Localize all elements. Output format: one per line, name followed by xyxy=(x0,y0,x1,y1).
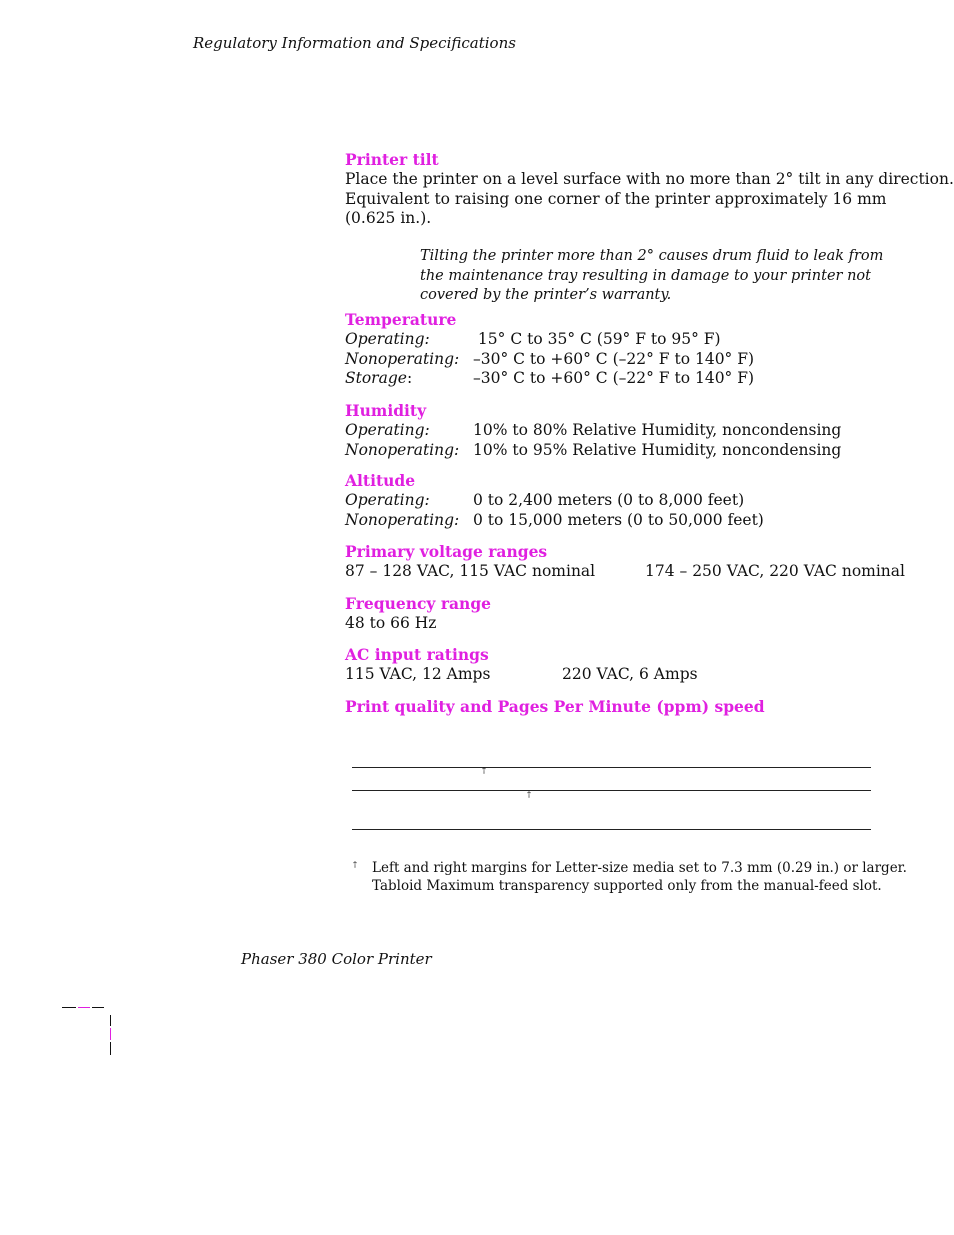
voltage-220: 174 – 250 VAC, 220 VAC nominal xyxy=(645,562,905,580)
footnote-dagger: † xyxy=(353,860,357,869)
crop-mark-vertical-top xyxy=(110,1015,111,1026)
section-print-quality xyxy=(345,697,765,717)
voltage-115: 87 – 128 VAC, 115 VAC nominal xyxy=(345,562,596,580)
row-value: 0 to 2,400 meters (0 to 8,000 feet) xyxy=(473,491,745,509)
printer-tilt-line-1: Place the printer on a level surface with no more than 2° tilt in any direction. xyxy=(345,170,954,188)
printer-tilt-line-3: (0.625 in.). xyxy=(345,209,432,228)
section-altitude xyxy=(345,471,885,530)
voltage-row xyxy=(345,562,905,582)
caution-line-2: the maintenance tray resulting in damage to your printer not xyxy=(420,267,871,284)
running-footer: Phaser 380 Color Printer xyxy=(241,950,432,968)
temperature-row-operating xyxy=(345,330,885,350)
crop-mark-right xyxy=(92,1007,104,1008)
humidity-row-operating xyxy=(345,421,885,441)
footnote xyxy=(372,859,907,895)
temperature-row-storage xyxy=(345,369,885,389)
footnote-line-1: Left and right margins for Letter-size media set to 7.3 mm (0.29 in.) or larger. xyxy=(372,860,907,876)
row-label: Nonoperating: xyxy=(345,510,460,529)
temperature-heading: Temperature xyxy=(345,310,457,329)
row-value: –30° C to +60° C (–22° F to 140° F) xyxy=(473,369,755,388)
ac-input-heading: AC input ratings xyxy=(345,645,489,664)
storage-label-colon: : xyxy=(406,369,413,388)
row-label xyxy=(345,369,412,389)
table-rule-top xyxy=(352,767,871,768)
ac-input-220: 220 VAC, 6 Amps xyxy=(562,665,698,683)
humidity-heading: Humidity xyxy=(345,401,427,420)
row-label: Operating: xyxy=(345,421,430,439)
caution-line-3: covered by the printer’s warranty. xyxy=(420,287,672,304)
voltage-heading: Primary voltage ranges xyxy=(345,542,548,561)
altitude-row-operating xyxy=(345,491,885,511)
crop-mark-vertical-accent xyxy=(110,1028,111,1040)
printer-tilt-heading: Printer tilt xyxy=(345,150,439,169)
running-header: Regulatory Information and Specifications xyxy=(193,34,516,52)
row-label: Operating: xyxy=(345,491,430,509)
section-primary-voltage xyxy=(345,542,905,582)
row-value: 15° C to 35° C (59° F to 95° F) xyxy=(473,330,721,348)
frequency-heading: Frequency range xyxy=(345,594,492,613)
altitude-heading: Altitude xyxy=(345,471,416,490)
section-temperature xyxy=(345,310,885,389)
table-rule-middle xyxy=(352,790,871,791)
dagger-mark-1: † xyxy=(482,766,486,775)
tilt-caution-note xyxy=(420,247,883,306)
print-quality-heading: Print quality and Pages Per Minute (ppm) speed xyxy=(345,697,765,716)
crop-mark-vertical-bottom xyxy=(110,1042,111,1055)
section-humidity xyxy=(345,401,885,460)
table-rule-bottom xyxy=(352,829,871,830)
section-printer-tilt xyxy=(345,150,954,229)
row-label: Operating: xyxy=(345,330,430,348)
temperature-row-nonoperating xyxy=(345,350,885,370)
humidity-row-nonoperating xyxy=(345,441,885,461)
ac-input-row xyxy=(345,665,745,685)
row-label: Nonoperating: xyxy=(345,349,460,368)
section-ac-input xyxy=(345,645,745,685)
row-label: Nonoperating: xyxy=(345,440,460,459)
section-frequency-range xyxy=(345,594,491,634)
row-value: –30° C to +60° C (–22° F to 140° F) xyxy=(473,349,755,368)
ac-input-115: 115 VAC, 12 Amps xyxy=(345,665,491,683)
storage-label-text: Storage xyxy=(345,369,407,388)
crop-mark-left xyxy=(62,1007,76,1008)
row-value: 0 to 15,000 meters (0 to 50,000 feet) xyxy=(473,510,764,529)
altitude-row-nonoperating xyxy=(345,511,885,531)
frequency-value: 48 to 66 Hz xyxy=(345,614,437,632)
dagger-mark-2: † xyxy=(527,790,531,799)
caution-line-1: Tilting the printer more than 2° causes drum fluid to leak from xyxy=(420,248,884,264)
row-value: 10% to 80% Relative Humidity, noncondensing xyxy=(473,421,842,439)
printer-tilt-line-2: Equivalent to raising one corner of the printer approximately 16 mm xyxy=(345,189,887,208)
footnote-line-2: Tabloid Maximum transparency supported only from the manual-feed slot. xyxy=(372,878,882,894)
crop-mark-accent xyxy=(78,1007,90,1008)
row-value: 10% to 95% Relative Humidity, noncondensing xyxy=(473,440,842,459)
